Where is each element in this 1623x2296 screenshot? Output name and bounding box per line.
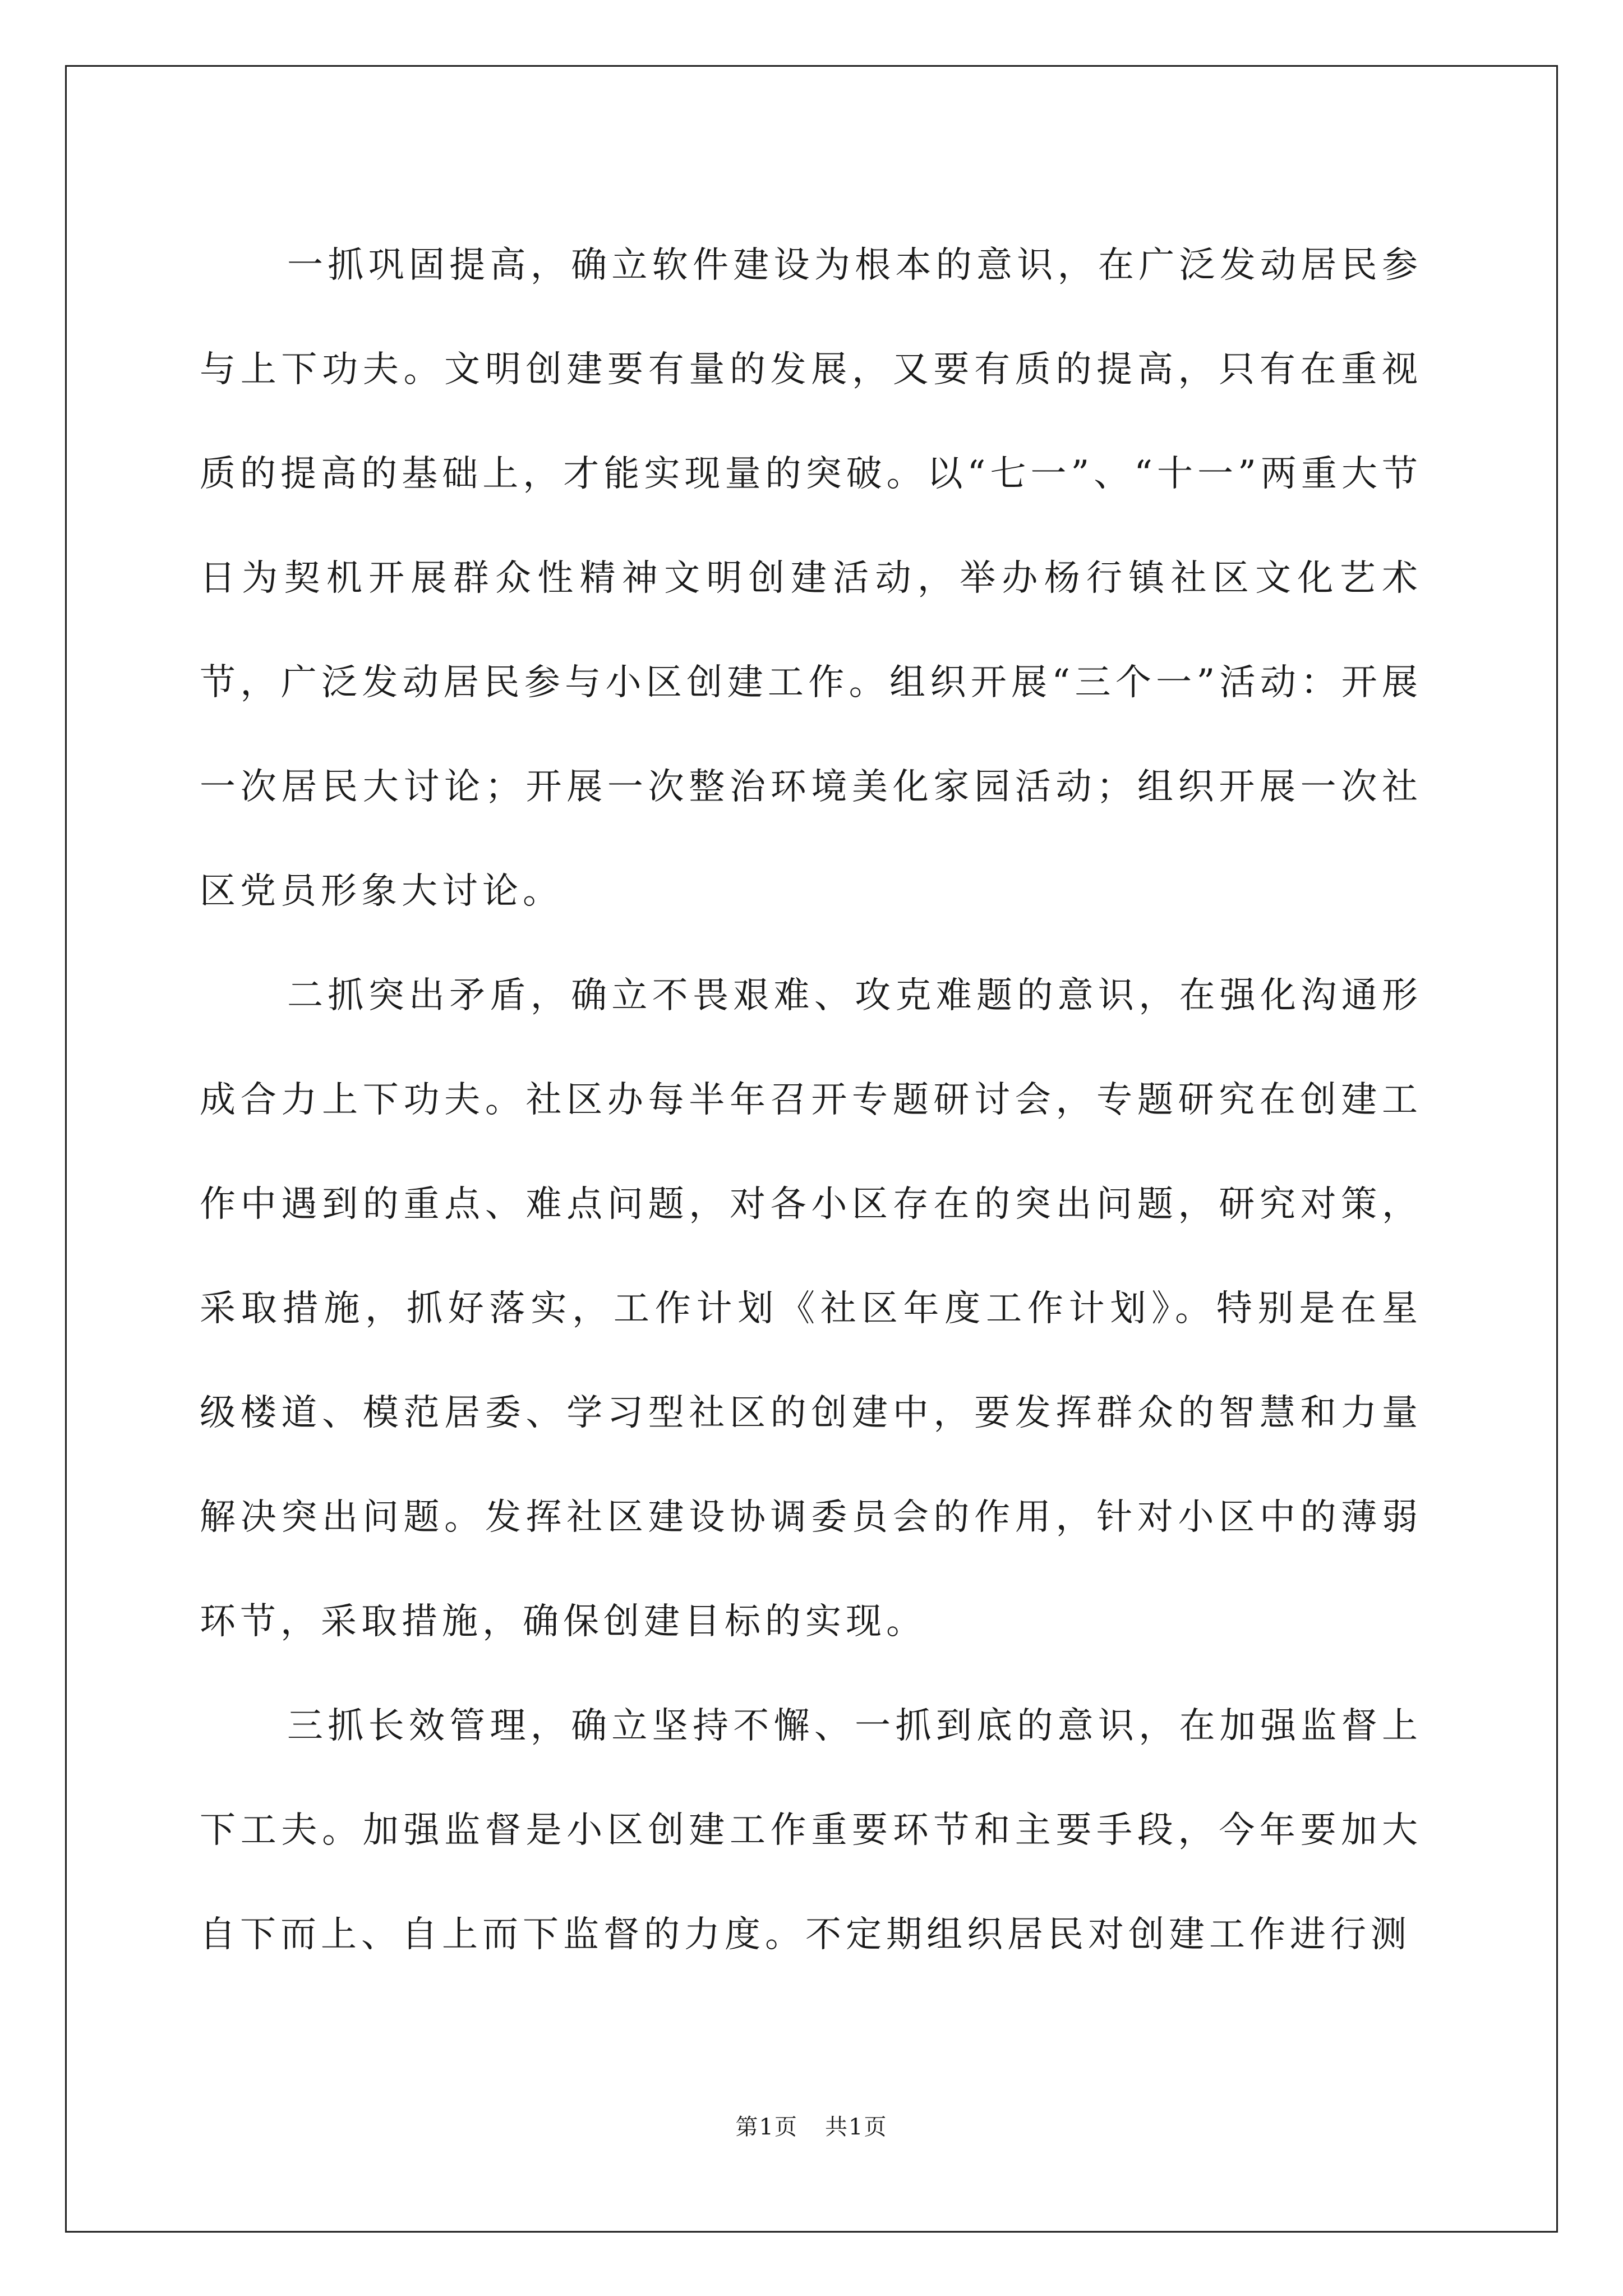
document-body [200, 213, 1422, 1987]
page-number-current: 第1页 [735, 2114, 798, 2140]
paragraph-1: 一抓巩固提高，确立软件建设为根本的意识，在广泛发动居民参与上下功夫。文明创建要有量的发展，又要有质的提高，只有在重视质的提高的基础上，才能实现量的突破。以“七一”、“十一”两重大节日为契机开展群众性精神文明创建活动，举办杨行镇社区文化艺术节，广泛发动居民参与小区创建工作。组织开展“三个一”活动：开展一次居民大讨论；开展一次整治环境美化家园活动；组织开展一次社区党员形象大讨论。 [200, 245, 1422, 912]
page-number-total: 共1页 [825, 2114, 888, 2140]
paragraph-3: 三抓长效管理，确立坚持不懈、一抓到底的意识，在加强监督上下工夫。加强监督是小区创建工作重要环节和主要手段，今年要加大自下而上、自上而下监督的力度。不定期组织居民对创建工作进行测 [200, 1705, 1422, 1955]
page-footer [0, 2109, 1623, 2141]
paragraph-2: 二抓突出矛盾，确立不畏艰难、攻克难题的意识，在强化沟通形成合力上下功夫。社区办每半年召开专题研讨会，专题研究在创建工作中遇到的重点、难点问题，对各小区存在的突出问题，研究对策，采取措施，抓好落实，工作计划《社区年度工作计划》。特别是在星级楼道、模范居委、学习型社区的创建中，要发挥群众的智慧和力量解决突出问题。发挥社区建设协调委员会的作用，针对小区中的薄弱环节，采取措施，确保创建目标的实现。 [200, 975, 1422, 1642]
